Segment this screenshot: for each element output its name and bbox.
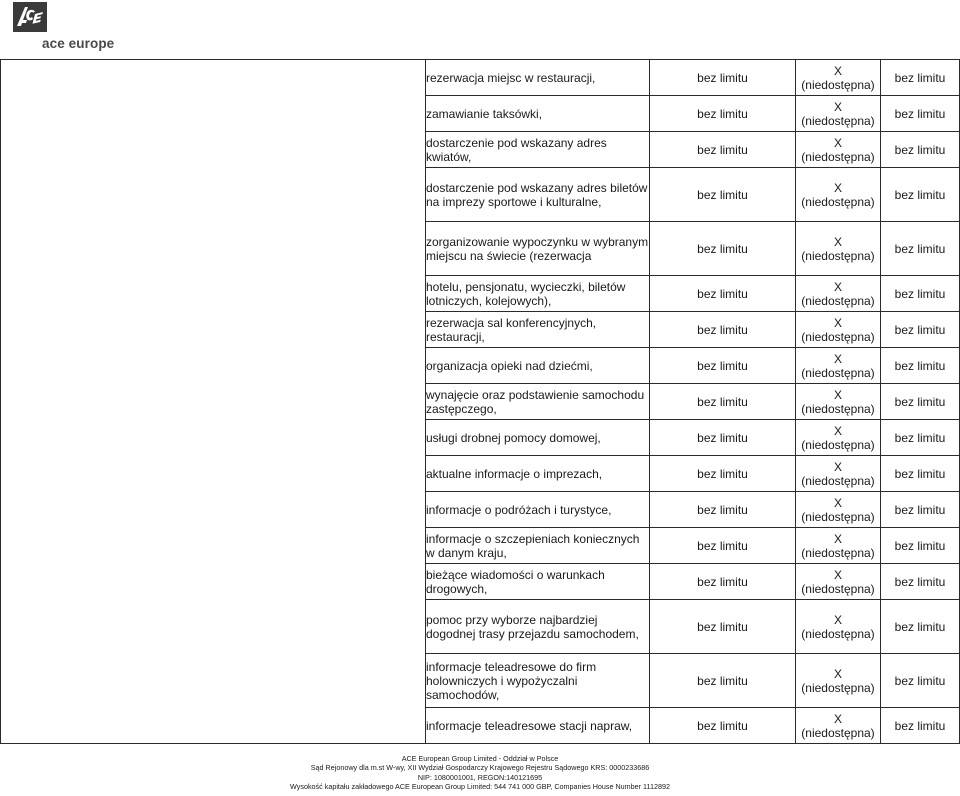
availability-note: (niedostępna) [801, 680, 875, 695]
availability-mark: X [833, 567, 842, 582]
availability-mark: X [833, 531, 842, 546]
service-cell: zorganizowanie wypoczynku w wybranym miejscu na świecie (rezerwacja [426, 222, 650, 276]
service-cell: hotelu, pensjonatu, wycieczki, biletów lotniczych, kolejowych), [426, 276, 650, 312]
blank-cell [1, 60, 426, 744]
limit-cell-2: bez limitu [881, 276, 960, 312]
availability-cell [796, 348, 881, 384]
service-cell: pomoc przy wyborze najbardziej dogodnej trasy przejazdu samochodem, [426, 600, 650, 654]
limit-cell: bez limitu [650, 276, 796, 312]
availability-mark: X [833, 180, 842, 195]
service-cell: dostarczenie pod wskazany adres biletów na imprezy sportowe i kulturalne, [426, 168, 650, 222]
limit-cell-2: bez limitu [881, 60, 960, 96]
limit-cell-2: bez limitu [881, 654, 960, 708]
limit-cell: bez limitu [650, 168, 796, 222]
availability-cell [796, 600, 881, 654]
limit-cell-2: bez limitu [881, 96, 960, 132]
limit-cell: bez limitu [650, 564, 796, 600]
availability-note: (niedostępna) [801, 626, 875, 641]
availability-cell [796, 222, 881, 276]
limit-cell-2: bez limitu [881, 348, 960, 384]
service-cell: informacje o podróżach i turystyce, [426, 492, 650, 528]
service-cell: usługi drobnej pomocy domowej, [426, 420, 650, 456]
availability-mark: X [833, 351, 842, 366]
availability-cell [796, 492, 881, 528]
limit-cell: bez limitu [650, 96, 796, 132]
service-cell: bieżące wiadomości o warunkach drogowych, [426, 564, 650, 600]
footer-line-court: Sąd Rejonowy dla m.st W-wy, XII Wydział Gospodarczy Krajowego Rejestru Sądowego KRS: 0000233686 [310, 763, 650, 773]
service-cell: rezerwacja sal konferencyjnych, restauracji, [426, 312, 650, 348]
availability-note: (niedostępna) [801, 293, 875, 308]
availability-cell [796, 654, 881, 708]
limit-cell-2: bez limitu [881, 168, 960, 222]
limit-cell: bez limitu [650, 456, 796, 492]
service-cell: organizacja opieki nad dziećmi, [426, 348, 650, 384]
limit-cell: bez limitu [650, 708, 796, 744]
limit-cell-2: bez limitu [881, 312, 960, 348]
availability-note: (niedostępna) [801, 329, 875, 344]
service-cell: aktualne informacje o imprezach, [426, 456, 650, 492]
availability-mark: X [833, 63, 842, 78]
service-cell: rezerwacja miejsc w restauracji, [426, 60, 650, 96]
availability-note: (niedostępna) [801, 194, 875, 209]
availability-cell [796, 384, 881, 420]
service-cell: informacje teleadresowe do firm holowniczych i wypożyczalni samochodów, [426, 654, 650, 708]
limit-cell: bez limitu [650, 600, 796, 654]
availability-note: (niedostępna) [801, 149, 875, 164]
limit-cell: bez limitu [650, 348, 796, 384]
limit-cell-2: bez limitu [881, 528, 960, 564]
availability-mark: X [833, 135, 842, 150]
availability-cell [796, 312, 881, 348]
availability-mark: X [833, 279, 842, 294]
service-cell: dostarczenie pod wskazany adres kwiatów, [426, 132, 650, 168]
limit-cell: bez limitu [650, 312, 796, 348]
availability-cell [796, 96, 881, 132]
limit-cell: bez limitu [650, 60, 796, 96]
table-row [1, 60, 960, 96]
availability-note: (niedostępna) [801, 581, 875, 596]
limit-cell: bez limitu [650, 384, 796, 420]
availability-note: (niedostępna) [801, 77, 875, 92]
service-cell: wynajęcie oraz podstawienie samochodu zastępczego, [426, 384, 650, 420]
availability-mark: X [833, 234, 842, 249]
limit-cell: bez limitu [650, 528, 796, 564]
coverage-table [0, 59, 960, 744]
availability-mark: X [833, 99, 842, 114]
logo-wordmark: ace europe [42, 36, 115, 51]
availability-note: (niedostępna) [801, 473, 875, 488]
availability-note: (niedostępna) [801, 401, 875, 416]
availability-note: (niedostępna) [801, 509, 875, 524]
availability-mark: X [833, 459, 842, 474]
limit-cell-2: bez limitu [881, 384, 960, 420]
availability-cell [796, 564, 881, 600]
availability-note: (niedostępna) [801, 545, 875, 560]
limit-cell: bez limitu [650, 654, 796, 708]
ace-logo-icon [13, 2, 47, 32]
availability-mark: X [833, 495, 842, 510]
limit-cell: bez limitu [650, 132, 796, 168]
limit-cell: bez limitu [650, 492, 796, 528]
footer-line-tax: NIP: 1080001001, REGON:140121695 [417, 772, 543, 782]
availability-cell [796, 528, 881, 564]
availability-mark: X [833, 666, 842, 681]
limit-cell-2: bez limitu [881, 420, 960, 456]
availability-mark: X [833, 423, 842, 438]
availability-note: (niedostępna) [801, 248, 875, 263]
availability-cell [796, 60, 881, 96]
limit-cell-2: bez limitu [881, 492, 960, 528]
limit-cell-2: bez limitu [881, 222, 960, 276]
availability-cell [796, 456, 881, 492]
service-cell: informacje o szczepieniach koniecznych w danym kraju, [426, 528, 650, 564]
limit-cell-2: bez limitu [881, 456, 960, 492]
footer-line-company: ACE European Group Limited - Oddział w Polsce [401, 754, 559, 763]
availability-mark: X [833, 387, 842, 402]
availability-cell [796, 132, 881, 168]
ace-logo [13, 2, 123, 50]
availability-note: (niedostępna) [801, 113, 875, 128]
availability-note: (niedostępna) [801, 725, 875, 740]
limit-cell-2: bez limitu [881, 708, 960, 744]
availability-note: (niedostępna) [801, 437, 875, 452]
availability-note: (niedostępna) [801, 365, 875, 380]
availability-cell [796, 420, 881, 456]
limit-cell-2: bez limitu [881, 564, 960, 600]
footer [0, 754, 960, 791]
availability-cell [796, 708, 881, 744]
availability-cell [796, 168, 881, 222]
service-cell: informacje teleadresowe stacji napraw, [426, 708, 650, 744]
limit-cell-2: bez limitu [881, 600, 960, 654]
availability-mark: X [833, 711, 842, 726]
limit-cell: bez limitu [650, 420, 796, 456]
limit-cell-2: bez limitu [881, 132, 960, 168]
footer-line-capital: Wysokość kapitału zakładowego ACE European Group Limited: 544 741 000 GBP, Companies House Number 1112892 [290, 781, 670, 791]
availability-mark: X [833, 315, 842, 330]
availability-mark: X [833, 612, 842, 627]
availability-cell [796, 276, 881, 312]
service-cell: zamawianie taksówki, [426, 96, 650, 132]
limit-cell: bez limitu [650, 222, 796, 276]
